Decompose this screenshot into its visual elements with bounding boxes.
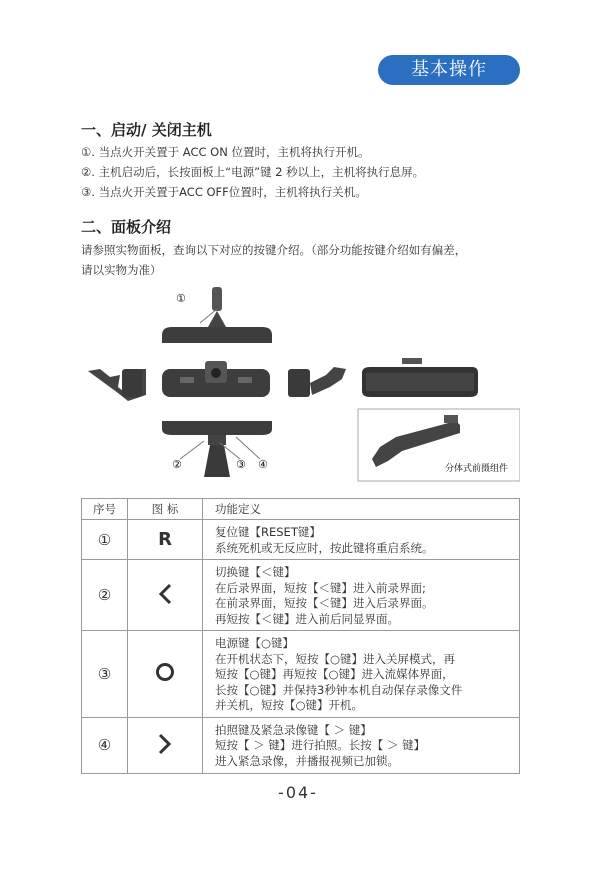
definition-line: 复位键【RESET键】 [215,525,321,539]
section1-line-1: ①. 当点火开关置于 ACC ON 位置时，主机将执行开机。 [81,145,370,159]
definition-line: 进入紧急录像，并播报视频已加锁。 [215,753,399,768]
header-no: 序号 [82,499,128,520]
power-circle-icon [155,662,175,682]
section1-line-3: ③. 当点火开关置于ACC OFF位置时，主机将执行关机。 [81,185,367,199]
section2-title: 二、面板介绍 [81,218,172,236]
table-row [82,560,520,631]
device-screen-view [362,358,478,397]
callout-3: ③ [236,458,246,471]
section-badge: 基本操作 [378,55,520,85]
device-left-side-view [88,369,146,401]
row-definition [203,631,520,718]
callout-1: ① [176,292,186,305]
definition-line: 系统死机或无反应时，按此键将重启系统。 [215,540,434,555]
callout-4: ④ [258,458,268,471]
table-row [82,520,520,560]
row-number: ① [82,520,128,560]
row-definition [203,520,520,560]
header-icon: 图 标 [128,499,203,520]
table-row [82,631,520,718]
callout-2: ② [172,458,182,471]
definition-line: 在后录界面，短按【＜键】进入前录界面; [215,580,426,595]
definition-line: 长按【○键】并保持3秒钟本机自动保存录像文件 [215,682,463,697]
section2-intro-1: 请参照实物面板，查询以下对应的按键介绍。（部分功能按键介绍如有偏差， [81,243,467,257]
definition-line: 电源键【○键】 [215,636,295,650]
definition-line: 短按【○键】再短按【○键】进入流媒体界面， [215,667,454,681]
reset-r-icon: R [158,529,172,550]
definition-line: 再短按【＜键】进入前后同显界面。 [215,611,399,626]
chevron-left-icon [157,583,173,605]
page-number: -04- [278,783,318,802]
figure-caption: 分体式前摄组件 [445,464,509,474]
row-definition [203,717,520,773]
row-number: ④ [82,717,128,773]
table-header-row [82,499,520,520]
definition-line: 切换键【＜键】 [215,565,296,579]
chevron-right-icon [157,733,173,755]
definition-line: 在开机状态下，短按【○键】进入关屏模式，再 [215,651,456,666]
header-definition: 功能定义 [203,499,520,520]
definition-line: 短按【 ＞ 键】进行拍照。长按【 ＞ 键】 [215,738,426,752]
section1-line-2: ②. 主机启动后，长按面板上“电源”键 2 秒以上，主机将执行息屏。 [81,165,425,179]
device-right-side-view [288,367,346,397]
definition-line: 在前录界面，短按【＜键】进入后录界面。 [215,596,434,610]
section1-title: 一、启动/ 关闭主机 [81,121,212,139]
device-figure [80,283,520,483]
definition-line: 拍照键及紧急录像键【 ＞ 键】 [215,722,372,737]
definition-line: 并关机，短按【○键】开机。 [215,698,364,712]
row-definition [203,560,520,631]
section2-intro-2: 请以实物为准） [81,263,162,277]
row-number: ③ [82,631,128,718]
function-table [81,498,520,774]
row-number: ② [82,560,128,631]
table-row [82,717,520,773]
device-front-view [162,361,270,397]
